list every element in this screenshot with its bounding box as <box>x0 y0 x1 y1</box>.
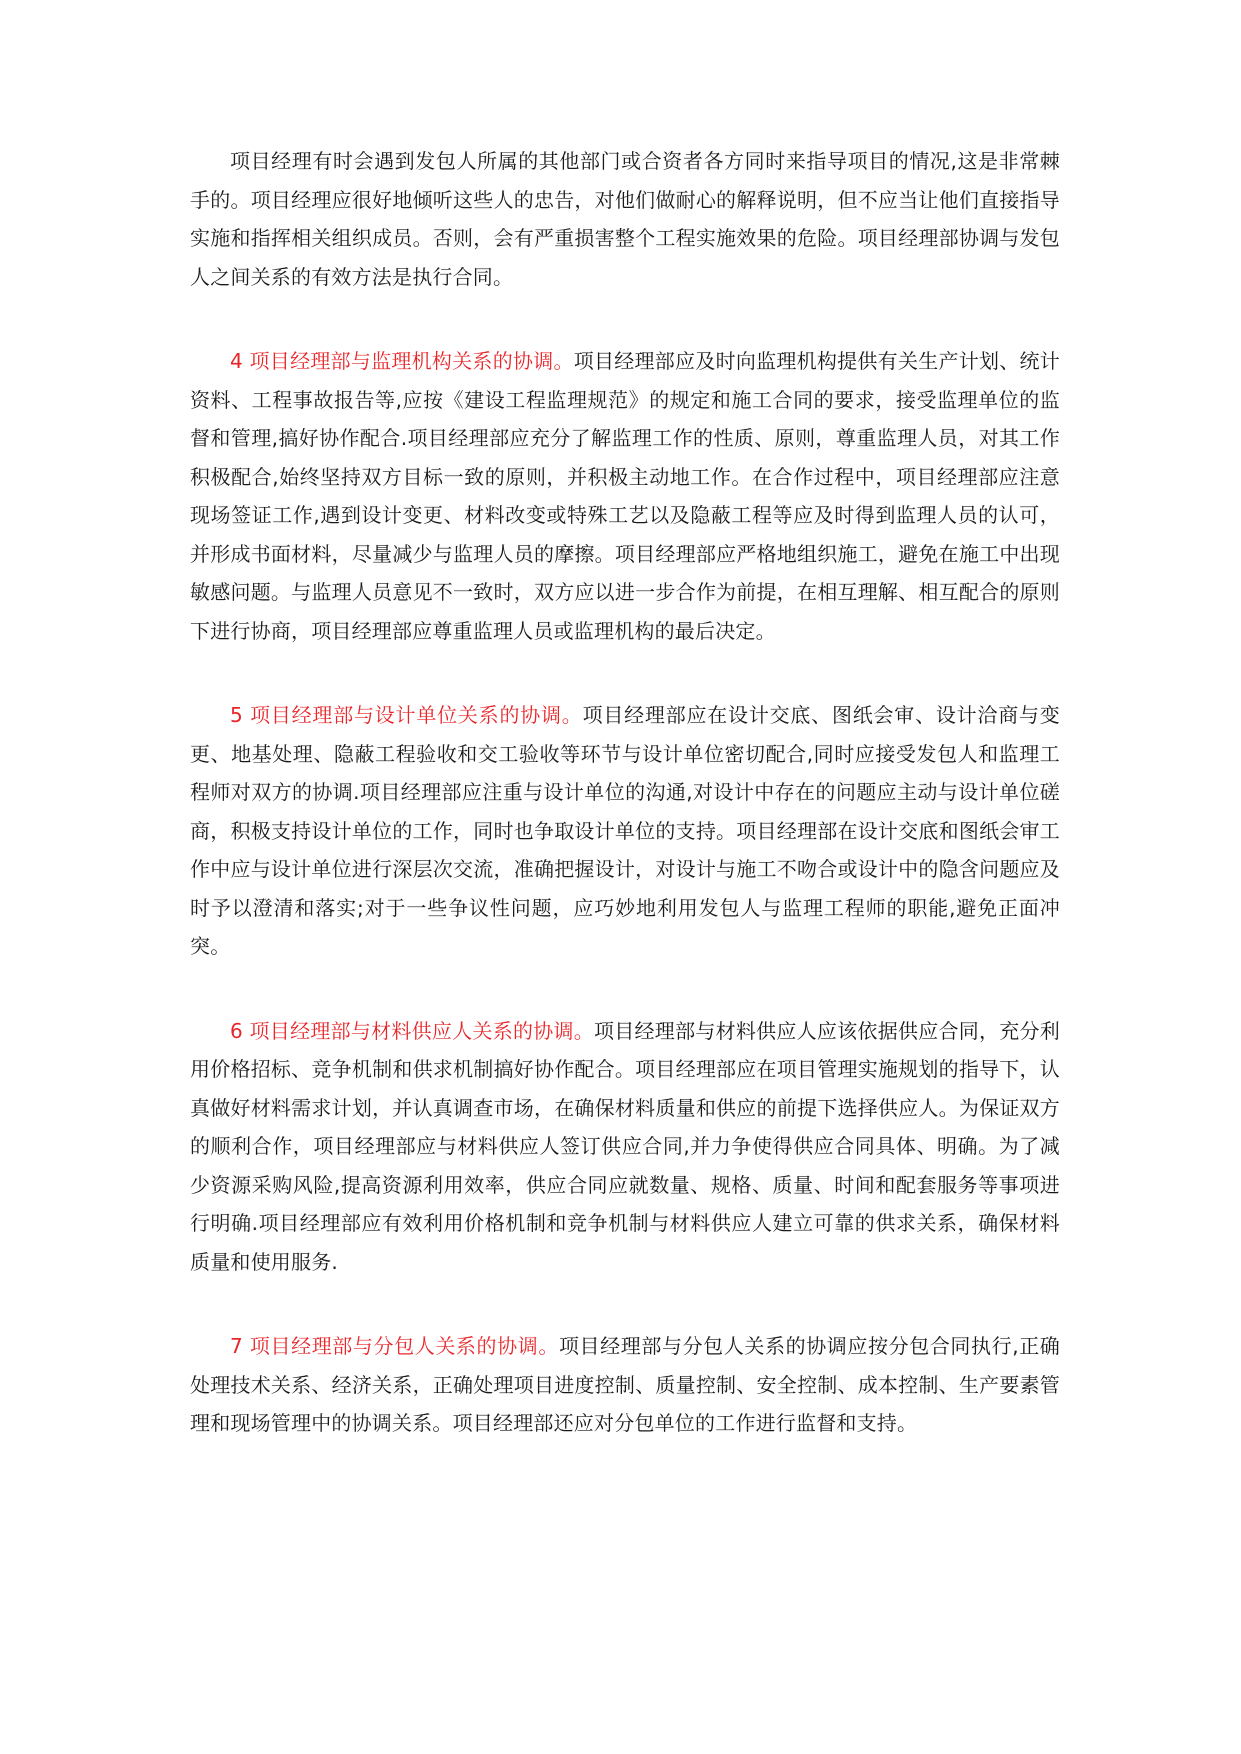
section-heading: 5 项目经理部与设计单位关系的协调。 <box>230 703 583 727</box>
document-page <box>190 142 1060 1489</box>
paragraph-subcontractor <box>190 1327 1060 1443</box>
paragraph-intro <box>190 142 1060 296</box>
paragraph-body: 项目经理有时会遇到发包人所属的其他部门或合资者各方同时来指导项目的情况,这是非常棘手的。项目经理应很好地倾听这些人的忠告，对他们做耐心的解释说明，但不应当让他们直接指导实施和指挥相关组织成员。否则，会有严重损害整个工程实施效果的危险。项目经理部协调与发包人之间关系的有效方法是执行合同。 <box>190 149 1060 289</box>
paragraph-design-unit <box>190 696 1060 966</box>
section-heading: 7 项目经理部与分包人关系的协调。 <box>230 1334 559 1358</box>
paragraph-body: 项目经理部应在设计交底、图纸会审、设计洽商与变更、地基处理、隐蔽工程验收和交工验收等环节与设计单位密切配合,同时应接受发包人和监理工程师对双方的协调.项目经理部应注重与设计单位的沟通,对设计中存在的问题应主动与设计单位磋商，积极支持设计单位的工作，同时也争取设计单位的支持。项目经理部在设计交底和图纸会审工作中应与设计单位进行深层次交流，准确把握设计，对设计与施工不吻合或设计中的隐含问题应及时予以澄清和落实;对于一些争议性问题，应巧妙地利用发包人与监理工程师的职能,避免正面冲突。 <box>190 703 1060 958</box>
section-heading: 6 项目经理部与材料供应人关系的协调。 <box>230 1018 595 1043</box>
paragraph-supervision <box>190 342 1060 650</box>
paragraph-body: 项目经理部应及时向监理机构提供有关生产计划、统计资料、工程事故报告等,应按《建设工程监理规范》的规定和施工合同的要求，接受监理单位的监督和管理,搞好协作配合.项目经理部应充分了解监理工作的性质、原则，尊重监理人员，对其工作积极配合,始终坚持双方目标一致的原则，并积极主动地工作。在合作过程中，项目经理部应注意现场签证工作,遇到设计变更、材料改变或特殊工艺以及隐蔽工程等应及时得到监理人员的认可，并形成书面材料，尽量减少与监理人员的摩擦。项目经理部应严格地组织施工，避免在施工中出现敏感问题。与监理人员意见不一致时，双方应以进一步合作为前提，在相互理解、相互配合的原则下进行协商，项目经理部应尊重监理人员或监理机构的最后决定。 <box>190 349 1060 643</box>
paragraph-body: 项目经理部与分包人关系的协调应按分包合同执行,正确处理技术关系、经济关系，正确处理项目进度控制、质量控制、安全控制、成本控制、生产要素管理和现场管理中的协调关系。项目经理部还应对分包单位的工作进行监督和支持。 <box>190 1334 1061 1435</box>
section-heading: 4 项目经理部与监理机构关系的协调。 <box>230 349 574 373</box>
paragraph-material-supplier <box>190 1012 1060 1282</box>
paragraph-body: 项目经理部与材料供应人应该依据供应合同，充分利用价格招标、竞争机制和供求机制搞好协作配合。项目经理部应在项目管理实施规划的指导下，认真做好材料需求计划，并认真调查市场，在确保材料质量和供应的前提下选择供应人。为保证双方的顺利合作，项目经理部应与材料供应人签订供应合同,并力争使得供应合同具体、明确。为了减少资源采购风险,提高资源利用效率，供应合同应就数量、规格、质量、时间和配套服务等事项进行明确.项目经理部应有效利用价格机制和竞争机制与材料供应人建立可靠的供求关系，确保材料质量和使用服务. <box>190 1018 1060 1274</box>
